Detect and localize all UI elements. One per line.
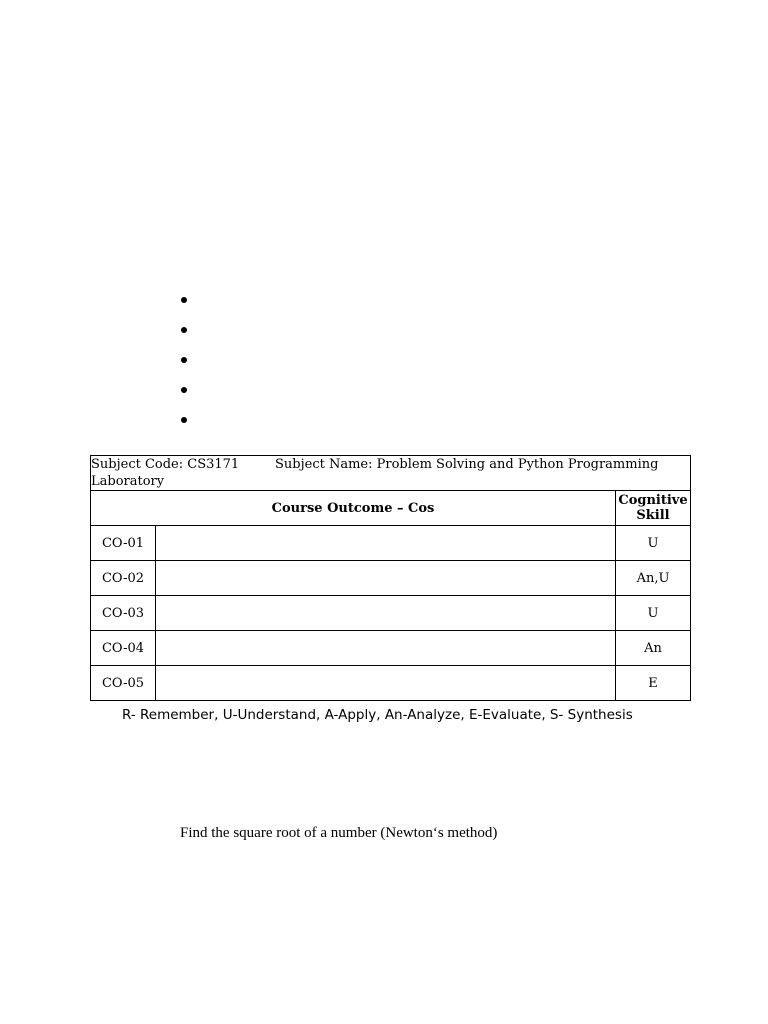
co-id-cell: CO-04 — [91, 631, 156, 666]
co-skill-cell: U — [616, 526, 691, 561]
table-row — [91, 596, 691, 631]
bullet-dot-icon — [181, 387, 187, 393]
co-skill-cell: An,U — [616, 561, 691, 596]
course-outcome-table — [90, 455, 691, 701]
bullet-dot-icon — [181, 297, 187, 303]
bullet-dot-icon — [181, 357, 187, 363]
co-outcome-cell — [156, 666, 616, 701]
subject-info-cell — [91, 456, 691, 491]
co-id-cell: CO-05 — [91, 666, 156, 701]
bullet-dot-icon — [181, 327, 187, 333]
table-row — [91, 631, 691, 666]
column-header-row — [91, 491, 691, 526]
cognitive-skill-header: Cognitive Skill — [616, 491, 691, 526]
subject-code: Subject Code: CS3171 — [91, 457, 240, 472]
course-outcome-header: Course Outcome – Cos — [91, 491, 616, 526]
subject-name-continued: Laboratory — [91, 474, 165, 489]
co-outcome-cell — [156, 561, 616, 596]
co-outcome-cell — [156, 596, 616, 631]
table-header-row — [91, 456, 691, 491]
bullet-dot-icon — [181, 417, 187, 423]
co-outcome-cell — [156, 526, 616, 561]
skill-legend: R- Remember, U-Understand, A-Apply, An-Analyze, E-Evaluate, S- Synthesis — [122, 707, 633, 723]
co-outcome-cell — [156, 631, 616, 666]
co-id-cell: CO-02 — [91, 561, 156, 596]
co-id-cell: CO-01 — [91, 526, 156, 561]
table-row — [91, 666, 691, 701]
co-id-cell: CO-03 — [91, 596, 156, 631]
table-row — [91, 561, 691, 596]
co-skill-cell: E — [616, 666, 691, 701]
co-skill-cell: An — [616, 631, 691, 666]
subject-name: Subject Name: Problem Solving and Python Programming — [275, 457, 659, 472]
program-title: Find the square root of a number (Newton‘s method) — [180, 825, 498, 841]
co-skill-cell: U — [616, 596, 691, 631]
table-row — [91, 526, 691, 561]
